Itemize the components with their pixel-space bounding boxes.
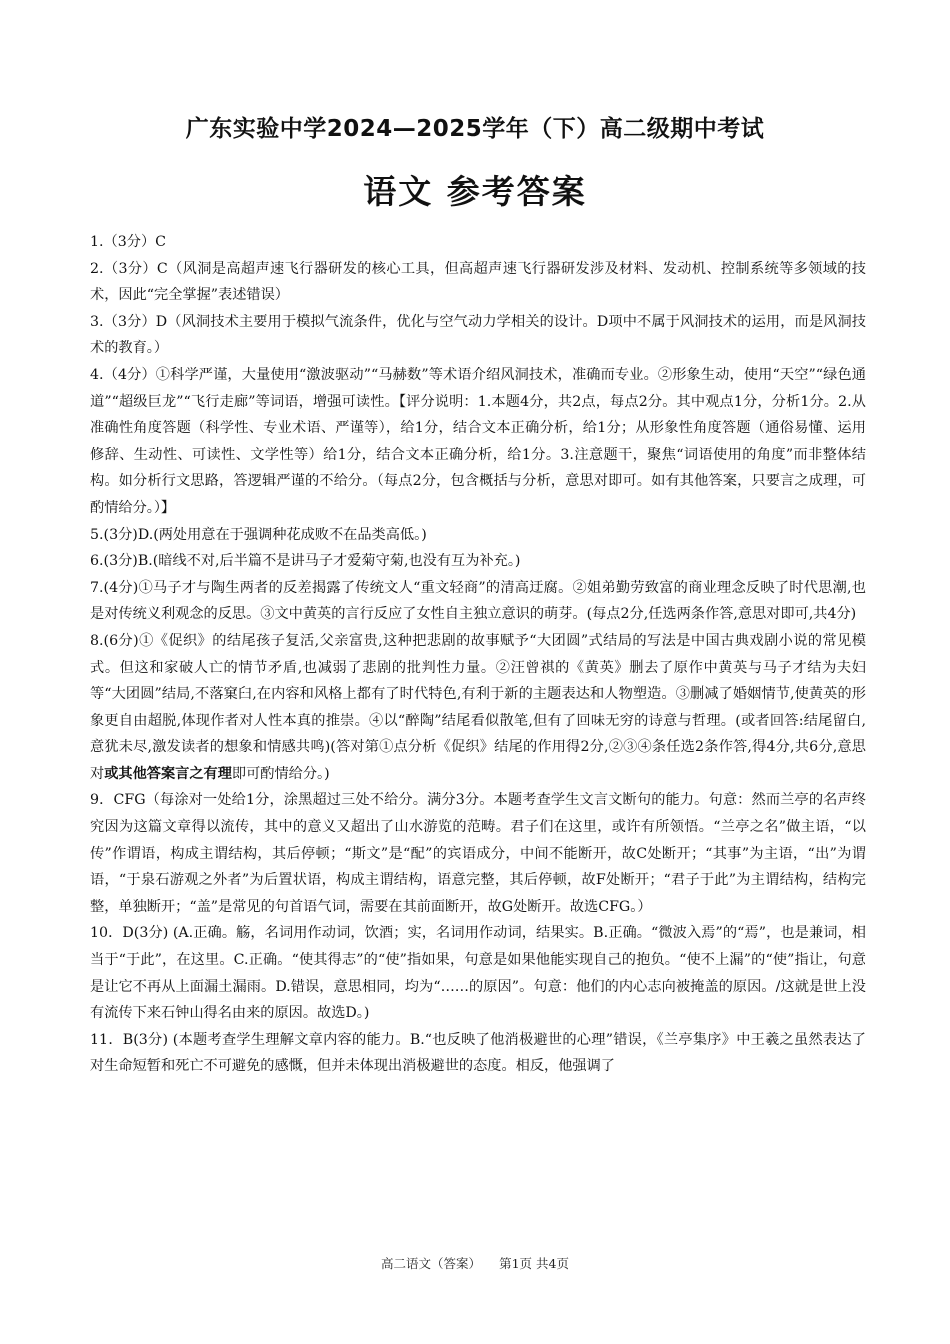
answer-4: 4.（4分）①科学严谨，大量使用“激波驱动”“马赫数”等术语介绍风洞技术，准确而专业。②形象生动，使用“天空”“绿色通道”“超级巨龙”“飞行走廊”等词语，增强可读性。【评分说明：1.本题4分，共2点，每点2分。其中观点1分，分析1分。2.从准确性角度答题（科学性、专业术语、严谨等），给1分，结合文本正确分析，给1分；从形象性角度答题（通俗易懂、运用修辞、生动性、可读性、文学性等）给1分，结合文本正确分析，给1分。3.注意题干，聚焦“词语使用的角度”而非整体结构。如分析行文思路，答逻辑严谨的不给分。（每点2分，包含概括与分析，意思对即可。如有其他答案，只要言之成理，可酌情给分。）】 <box>90 366 866 516</box>
answer-6: 6.(3分)B.(暗线不对,后半篇不是讲马子才爱菊守菊,也没有互为补充。) <box>90 553 521 570</box>
page-subtitle: 语文 参考答案 <box>363 172 587 211</box>
answer-8-tail: 即可酌情给分。) <box>231 765 330 782</box>
footer-page-number: 第1页 共4页 <box>499 1256 569 1271</box>
answer-5: 5.(3分)D.(两处用意在于强调种花成败不在品类高低。) <box>90 526 427 543</box>
answer-8-bold-phrase: 或其他答案言之有理 <box>104 765 232 782</box>
answer-10: 10．D(3分) (A.正确。觞，名词用作动词，饮酒；实，名词用作动词，结果实。B.正确。“微波入焉”的“焉”，也是兼词，相当于“于此”，在这里。C.正确。“使其得志”的“使”指如果，句意是如果他能实现自己的抱负。“使不上漏”的“使”指让，句意是让它不再从上面漏土漏雨。D.错误，意思相同，均为“……的原因”。句意：他们的内心志向被掩盖的原因。/这就是世上没有流传下来石钟山得名由来的原因。故选D。) <box>90 925 866 1022</box>
answer-11: 11．B(3分) (本题考查学生理解文章内容的能力。B.“也反映了他消极避世的心理”错误，《兰亭集序》中王羲之虽然表达了对生命短暂和死亡不可避免的感慨，但并未体现出消极避世的态度。相反，他强调了 <box>90 1031 866 1075</box>
answer-2: 2.（3分）C（风洞是高超声速飞行器研发的核心工具，但高超声速飞行器研发涉及材料、发动机、控制系统等多领域的技术，因此“完全掌握”表述错误） <box>90 260 866 304</box>
answer-8 <box>90 628 866 788</box>
answer-7: 7.(4分)①马子才与陶生两者的反差揭露了传统文人“重文轻商”的清高迂腐。②姐弟勤劳致富的商业理念反映了时代思潮,也是对传统义利观念的反思。③文中黄英的言行反应了女性自主独立意识的萌芽。(每点2分,任选两条作答,意思对即可,共4分) <box>90 579 866 623</box>
page-title: 广东实验中学2024—2025学年（下）高二级期中考试 <box>185 116 765 142</box>
footer-subject: 高二语文（答案） <box>381 1256 482 1271</box>
answer-1: 1.（3分）C <box>90 234 166 250</box>
answer-8-text: 8.(6分)①《促织》的结尾孩子复活,父亲富贵,这种把悲剧的故事赋予“大团圆”式结局的写法是中国古典戏剧小说的常见模式。但这和家破人亡的情节矛盾,也减弱了悲剧的批判性力量。②汪曾祺的《黄英》删去了原作中黄英与马子才结为夫妇等“大团圆”结局,不落窠臼,在内容和风格上都有了时代特色,有利于新的主题表达和人物塑造。③删减了婚姻情节,使黄英的形象更自由超脱,体现作者对人性本真的推崇。④以“醉陶”结尾看似散笔,但有了回味无穷的诗意与哲理。(或者回答:结尾留白,意犹未尽,激发读者的想象和情感共鸣)(答对第①点分析《促织》结尾的作用得2分,②③④条任选2条作答,得4分,共6分,意思对 <box>90 632 866 782</box>
answer-3: 3.（3分）D（风洞技术主要用于模拟气流条件，优化与空气动力学相关的设计。D项中不属于风洞技术的运用，而是风洞技术的教育。） <box>90 313 866 357</box>
page-footer <box>0 1254 950 1272</box>
answer-9: 9．CFG（每涂对一处给1分，涂黑超过三处不给分。满分3分。本题考查学生文言文断句的能力。句意：然而兰亭的名声终究因为这篇文章得以流传，其中的意义又超出了山水游览的范畴。君子们在这里，或许有所领悟。“兰亭之名”做主语，“以传”作谓语，构成主谓结构，其后停顿；“斯文”是“配”的宾语成分，中间不能断开，故C处断开；“其事”为主语，“出”为谓语，“于泉石游观之外者”为后置状语，构成主谓结构，语意完整，其后停顿，故F处断开；“君子于此”为主谓结构，结构完整，单独断开；“盖”是常见的句首语气词，需要在其前面断开，故G处断开。故选CFG。） <box>90 792 866 915</box>
answer-list <box>90 229 866 1080</box>
